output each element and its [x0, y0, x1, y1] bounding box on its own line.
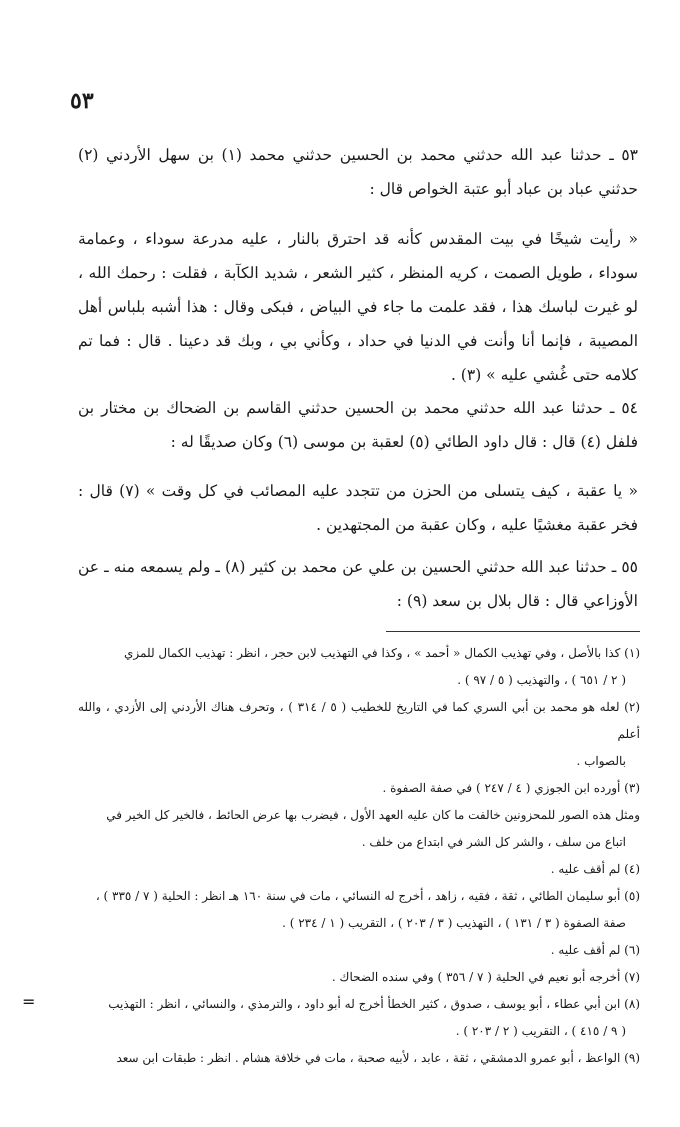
footnote-8-cont: ( ٩ / ٤١٥ ) ، التقريب ( ٢ / ٢٠٣ ) . — [455, 1024, 626, 1038]
footnote-7: (٧) أخرجه أبو نعيم في الحلية ( ٧ / ٣٥٦ ) وفي سنده الضحاك . — [331, 970, 640, 984]
paragraph-54 — [78, 391, 638, 459]
footnote-2: (٢) لعله هو محمد بن أبي السري كما في التاريخ للخطيب ( ٥ / ٣١٤ ) ، وتحرف هناك الأردني إلى الأزدي ، والله أعلم — [78, 700, 641, 741]
footnote-3-note-cont: اتباع من سلف ، والشر كل الشر في ابتداع من خلف . — [361, 835, 626, 849]
page-number: ٥٣ — [70, 88, 94, 114]
footnotes — [78, 640, 640, 1072]
footnote-separator — [386, 631, 640, 632]
paragraph-55-text: ٥٥ ـ حدثنا عبد الله حدثني الحسين بن علي عن محمد بن كثير (٨) ـ ولم يسمعه منه ـ عن الأوزاعي قال : قال بلال بن سعد (٩) : — [78, 558, 638, 610]
paragraph-53-text: ٥٣ ـ حدثنا عبد الله حدثني محمد بن الحسين حدثني محمد (١) بن سهل الأردني (٢) حدثني عباد بن عباد أبو عتبة الخواص قال : — [78, 146, 638, 198]
footnote-3-note: ومثل هذه الصور للمحزونين خالفت ما كان عليه العهد الأول ، فيضرب بها عرض الحائط ، فالخير كل الخير في — [106, 808, 640, 822]
footnote-4: (٤) لم أقف عليه . — [550, 862, 640, 876]
footnote-6: (٦) لم أقف عليه . — [550, 943, 640, 957]
quote-54-text: « يا عقبة ، كيف يتسلى من الحزن من تتجدد عليه المصائب في كل وقت » (٧) قال : فخر عقبة مغشيًا عليه ، وكان عقبة من المجتهدين . — [78, 482, 638, 534]
footnote-2-cont: بالصواب . — [576, 754, 626, 768]
paragraph-54-text: ٥٤ ـ حدثنا عبد الله حدثني محمد بن الحسين حدثني القاسم بن الضحاك بن مختار بن فلفل (٤) قال : قال داود الطائي (٥) لعقبة بن موسى (٦) وكان صديقًا له : — [78, 399, 638, 451]
quote-54 — [78, 474, 638, 542]
paragraph-55 — [78, 550, 638, 618]
footnote-9: (٩) الواعظ ، أبو عمرو الدمشقي ، ثقة ، عابد ، لأبيه صحبة ، مات في خلافة هشام . انظر : طبقات ابن سعد — [116, 1051, 640, 1065]
footnote-5-cont: صفة الصفوة ( ٣ / ١٣١ ) ، التهذيب ( ٣ / ٢٠٣ ) ، التقريب ( ١ / ٢٣٤ ) . — [282, 916, 626, 930]
footnote-3: (٣) أورده ابن الجوزي ( ٤ / ٢٤٧ ) في صفة الصفوة . — [382, 781, 640, 795]
footnote-5: (٥) أبو سليمان الطائي ، ثقة ، فقيه ، زاهد ، أخرج له النسائي ، مات في سنة ١٦٠ هـ انظر : الحلية ( ٧ / ٣٣٥ ) ، — [95, 889, 640, 903]
footnote-8: (٨) ابن أبي عطاء ، أبو يوسف ، صدوق ، كثير الخطأ أخرج له أبو داود ، والترمذي ، والنسائي ، انظر : التهذيب — [108, 997, 640, 1011]
footnote-1: (١) كذا بالأصل ، وفي تهذيب الكمال « أحمد » ، وكذا في التهذيب لابن حجر ، انظر : تهذيب الكمال للمزي — [124, 646, 640, 660]
paragraph-53 — [78, 138, 638, 206]
margin-mark: = — [22, 992, 36, 1011]
footnote-1-cont: ( ٢ / ٦٥١ ) ، والتهذيب ( ٥ / ٩٧ ) . — [457, 673, 626, 687]
quote-53 — [78, 222, 638, 392]
quote-53-text: « رأيت شيخًا في بيت المقدس كأنه قد احترق بالنار ، عليه مدرعة سوداء ، وعمامة سوداء ، طويل الصمت ، كريه المنظر ، كثير الشعر ، شديد الكآبة ، فقلت : رحمك الله ، لو غيرت لباسك هذا ، فقد علمت ما جاء في البياض ، فبكى وقال : هذا أشبه بلباس أهل المصيبة ، فإنما أنا وأنت في الدنيا في حداد ، وكأني بي ، وبك قد دعينا . قال : فما تم كلامه حتى غُشي عليه » (٣) . — [78, 230, 638, 384]
